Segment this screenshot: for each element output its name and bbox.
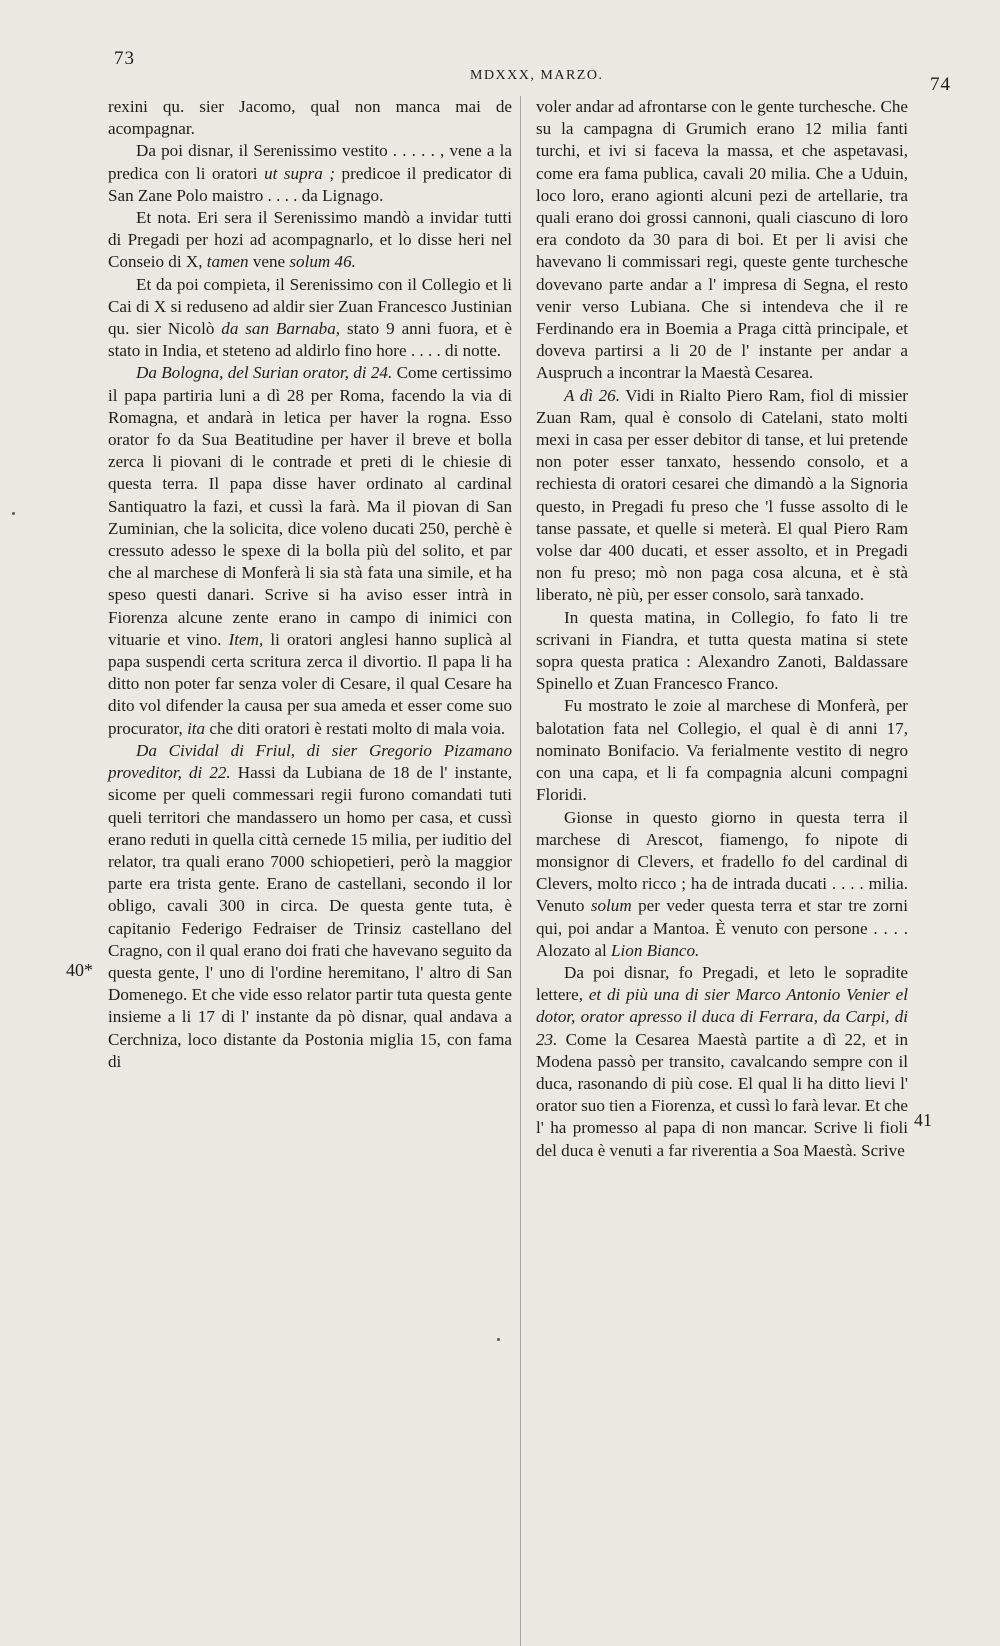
margin-note-left: 40* xyxy=(66,960,93,980)
paragraph: Gionse in questo giorno in questa terra il marchese di Arescot, fiamengo, fo nipote di monsignor di Clevers, et fradello fo del cardinal di Clevers, molto ricco ; ha de intrada ducati . . . . milia. Venuto solum per veder questa terra et star tre zorni qui, poi andar a Mantoa. È venuto con persone . . . . Alozato al Lion Bianco. xyxy=(536,807,908,960)
paragraph: Et da poi compieta, il Serenissimo con il Collegio et li Cai di X si reduseno ad aldir sier Zuan Francesco Justinian qu. sier Nicolò da san Barnaba, stato 9 anni fuora, et è stato in India, et steteno ad aldirlo fino hore . . . . di notte. xyxy=(108,274,512,361)
paper-speck xyxy=(497,1338,500,1341)
paragraph: voler andar ad afrontarse con le gente turchesche. Che su la campagna di Grumich erano 12 milia fanti turchi, et ivi si faceva la massa, et che aspetavasi, come era fama publica, cavali 20 milia. Che a Uduin, loco loro, erano agionti alcuni pezi de artellarie, tra quali erano doi grossi cannoni, quali ciascuno di loro era condoto da 30 para di boi. Et per li avisi che havevano li commissari regi, queste gente turchesche dovevano parte andar a l' impresa di Segna, el resto venir verso Lubiana. Che si intendeva che il re Ferdinando era in Boemia a Praga città principale, et doveva partirsi a li 20 de l' instante per andar a Auspruch a incontrar la Maestà Cesarea. xyxy=(536,97,908,383)
paragraph: Da Bologna, del Surian orator, di 24. Come certissimo il papa partiria luni a dì 28 per Roma, facendo la via di Romagna, et andarà in letica per haver la rogna. Esso orator fo da Sua Beatitudine per haver il breve et bolla zerca li piovani di le contrade et preti di le chiesie di questa terra. Il papa disse haver ordinato al cardinal Santiquatro la fazi, et cussì la farà. Ma il piovan di San Zuminian, che la solicita, dice voleno ducati 250, perchè è cressuto adesso le spexe di la bolla più del solito, et par che al marchese di Monferà li sia stà fata una simile, et ha speso questi danari. Scrive si ha aviso esser intrà in Fiorenza alcune zente erano in campo di inimici con vituarie et vino. Item, li oratori anglesi hanno suplicà al papa suspendi certa scritura zerca il divortio. Il papa li ha ditto non poter far senza voler di Cesare, il qual Cesare ha dito vol difender la causa per sua ameda et esser come suo procurator, ita che diti oratori è restati molto di mala voia. xyxy=(108,363,512,738)
paragraph: In questa matina, in Collegio, fo fato li tre scrivani in Fiandra, et tutta questa matina si stete sopra questa pratica : Alexandro Zanoti, Baldassare Spinello et Zuan Francesco Franco. xyxy=(536,607,908,694)
paragraph: Et nota. Eri sera il Serenissimo mandò a invidar tutti di Pregadi per hozi ad acompagnarlo, et lo disse heri nel Conseio di X, tamen vene solum 46. xyxy=(108,208,512,272)
paragraph: rexini qu. sier Jacomo, qual non manca mai de acompagnar. xyxy=(108,97,512,139)
running-head: MDXXX, MARZO. xyxy=(470,68,604,83)
column-divider xyxy=(520,96,521,1646)
paragraph: Da poi disnar, fo Pregadi, et leto le sopradite lettere, et di più una di sier Marco Antonio Venier el dotor, orator apresso il duca di Ferrara, da Carpi, di 23. Come la Cesarea Maestà partite a dì 22, et in Modena passò per transito, cavalcando sempre con il duca, rasonando di più cose. El qual li ha ditto lievi l' orator suo tien a Fiorenza, et cussì lo farà levar. Et che l' ha promesso al papa di non mancar. Scrive li fioli del duca è venuti a far riverentia a Soa Maestà. Scrive xyxy=(536,962,908,1160)
paragraph: A dì 26. Vidi in Rialto Piero Ram, fiol di missier Zuan Ram, qual è consolo di Catelani, stato molti mexi in casa per esser debitor di tanse, et lui pretende non poter esser tanxato, hessendo consolo, et a rechiesta di oratori cesarei che dimandò a la Signoria questo, in Pregadi fu preso che 'l fusse assolto di le tanse passate, et quelle si meterà. El qual Piero Ram volse dar 400 ducati, et esser assolto, et in Pregadi non fu preso; mò non paga cosa alcuna, et è stà liberato, nè più, per esser consolo, sarà tanxado. xyxy=(536,385,908,605)
right-column xyxy=(536,96,908,1162)
margin-note-right: 41 xyxy=(914,1110,932,1130)
left-column xyxy=(108,96,512,1073)
paper-speck xyxy=(12,512,15,515)
paragraph: Fu mostrato le zoie al marchese di Monferà, per balotation fata nel Collegio, el qual è di anni 17, nominato Bonifacio. Va ferialmente vestito di negro con una capa, et li fa compagnia alcuni compagni Floridi. xyxy=(536,696,908,805)
paragraph: Da poi disnar, il Serenissimo vestito . . . . . , vene a la predica con li oratori ut supra ; predicoe il predicator di San Zane Polo maistro . . . . da Lignago. xyxy=(108,141,512,205)
paragraph: Da Cividal di Friul, di sier Gregorio Pizamano proveditor, di 22. Hassi da Lubiana de 18 de l' instante, sicome per queli commessari regii furono comandati tuti queli territori che mandassero un homo per casa, et cussì erano reduti in quella città cernede 15 milia, per iuditio del relator, tra quali erano 7000 schiopetieri, però la maggior parte era trista gente. Erano de castellani, secondo il lor obligo, cavali 300 in circa. De questa gente tuta, è capitanio Federigo Fedraiser de Trinsiz castellano del Cragno, con il qual erano doi frati che havevano seguito da questa gente, l' uno di l'ordine heremitano, l' altro di San Domenego. Et che vide esso relator partir tuta questa gente insieme a li 17 di l' instante da pò disnar, qual andava a Cerchniza, loco distante da Postonia miglia 15, con fama di xyxy=(108,740,512,1071)
page-number-left: 73 xyxy=(114,48,135,69)
page-number-right: 74 xyxy=(930,74,951,95)
